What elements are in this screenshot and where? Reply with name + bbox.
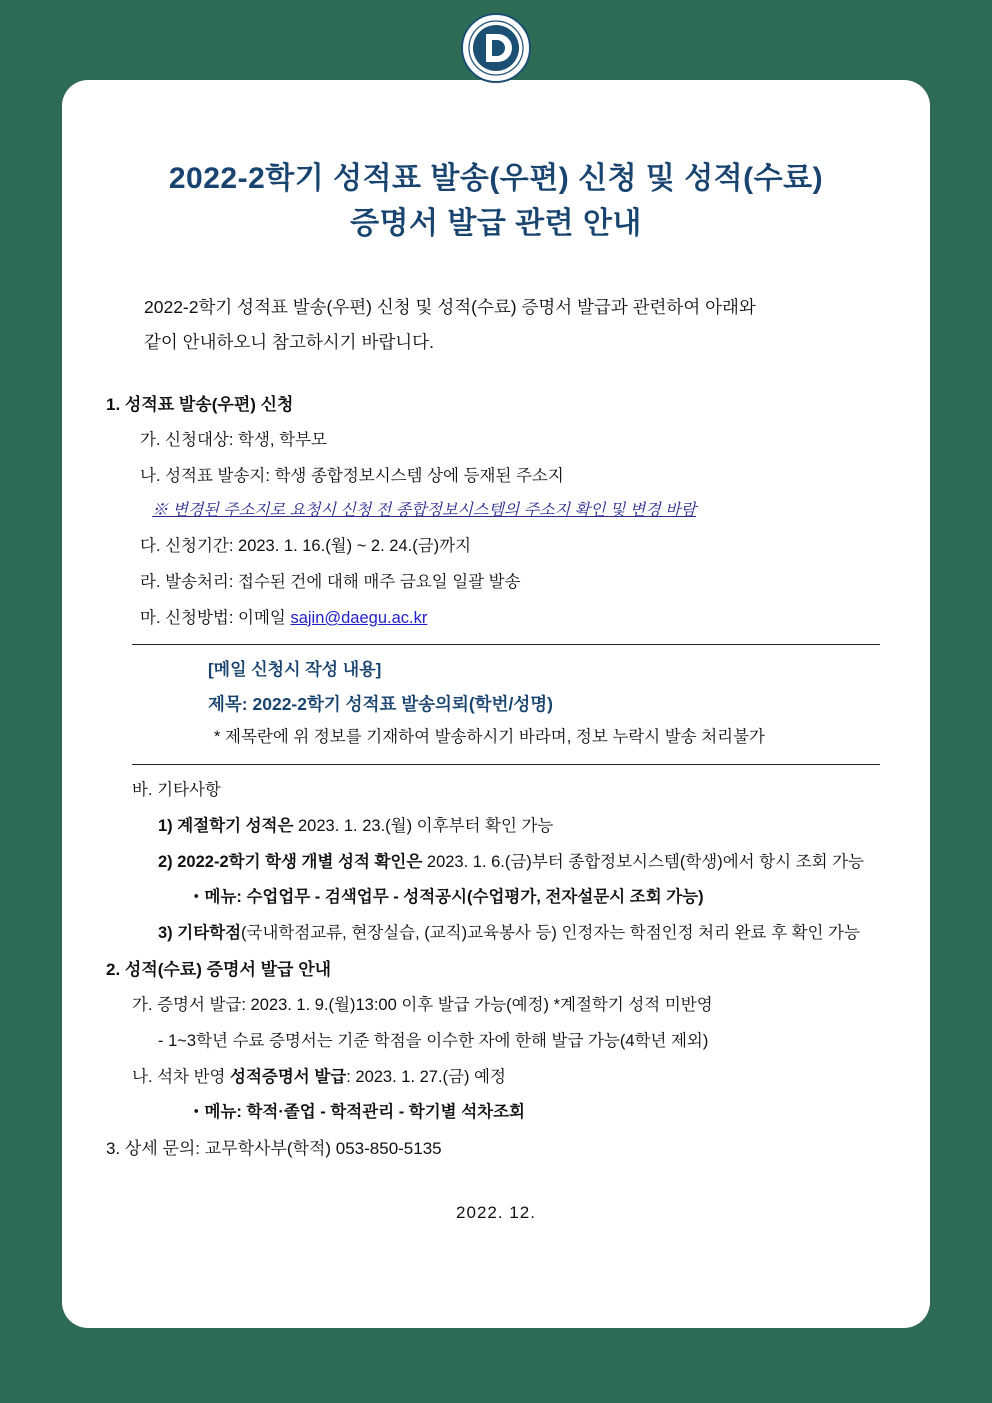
f1-rest: 2023. 1. 23.(월) 이후부터 확인 가능: [293, 816, 554, 835]
page-title: [96, 156, 896, 246]
page-title-line1: 2022-2학기 성적표 발송(우편) 신청 및 성적(수료): [168, 162, 824, 195]
section-1-item-c: 다. 신청기간: 2023. 1. 16.(월) ~ 2. 24.(금)까지: [140, 537, 472, 556]
section-1-item-f-2: [96, 844, 896, 880]
email-link[interactable]: sajin@daegu.ac.kr: [290, 608, 428, 627]
f2-rest: 2023. 1. 6.(금)부터 종합정보시스템(학생)에서 항시 조회 가능: [422, 852, 864, 871]
s2b-menu-text: ・메뉴: 학적·졸업 - 학적관리 - 학기별 석차조회: [188, 1103, 525, 1122]
section-3-contact: 3. 상세 문의: 교무학사부(학적) 053-850-5135: [106, 1139, 442, 1159]
section-1-item-f-1: [96, 808, 896, 844]
section-1-item-f-3: [96, 916, 896, 952]
intro-paragraph: [96, 290, 896, 360]
email-box-subject: 제목: 2022-2학기 성적표 발송의뢰(학번/성명): [208, 693, 553, 714]
f3-bold: 3) 기타학점: [158, 924, 242, 942]
page-title-line2: 증명서 발급 관련 안내: [350, 207, 642, 240]
section-2-item-b: [96, 1059, 896, 1095]
section-1-item-f-2-menu: [96, 880, 896, 916]
s2b-rest: : 2023. 1. 27.(금) 예정: [346, 1067, 506, 1086]
section-1-item-b-note: ※ 변경된 주소지로 요청시 신청 전 종합정보시스템의 주소지 확인 및 변경 바람: [152, 502, 697, 520]
section-1-item-d: 라. 발송처리: 접수된 건에 대해 매주 금요일 일괄 발송: [140, 573, 521, 592]
issue-date: 2022. 12.: [456, 1203, 536, 1223]
notice-card: [62, 80, 930, 1328]
f2-menu-text: ・메뉴: 수업업무 - 검색업무 - 성적공시(수업평가, 전자설문시 조회 가능): [188, 888, 704, 907]
section-2-item-a-sub: - 1~3학년 수료 증명서는 기준 학점을 이수한 자에 한해 발급 가능(4학년 제외): [158, 1031, 709, 1050]
s2b-prefix: 나. 석차 반영: [132, 1067, 231, 1086]
email-box-title: [메일 신청시 작성 내용]: [208, 660, 382, 680]
intro-line1: 2022-2학기 성적표 발송(우편) 신청 및 성적(수료) 증명서 발급과 관련하여 아래와: [144, 297, 756, 317]
section-1-item-b: 나. 성적표 발송지: 학생 종합정보시스템 상에 등재된 주소지: [140, 466, 564, 485]
section-1-heading: 1. 성적표 발송(우편) 신청: [106, 394, 294, 414]
email-box-note: * 제목란에 위 정보를 기재하여 발송하시기 바라며, 정보 누락시 발송 처리불가: [214, 727, 765, 746]
intro-line2: 같이 안내하오니 참고하시기 바랍니다.: [144, 332, 434, 352]
f1-bold: 1) 계절학기 성적은: [158, 816, 294, 835]
f2-bold: 2) 2022-2학기 학생 개별 성적 확인은: [158, 852, 423, 871]
f3-rest: (국내학점교류, 현장실습, (교직)교육봉사 등) 인정자는 학점인정 처리 완료 후 확인 가능: [241, 924, 860, 942]
section-2-item-a: 가. 증명서 발급: 2023. 1. 9.(월)13:00 이후 발급 가능(예정) *계절학기 성적 미반영: [132, 996, 713, 1015]
section-2-heading: 2. 성적(수료) 증명서 발급 안내: [106, 959, 332, 979]
section-1-item-f: 바. 기타사항: [132, 781, 221, 800]
email-format-box: [132, 644, 880, 765]
notice-body: [96, 386, 896, 1223]
section-2-item-b-menu: [96, 1095, 896, 1131]
section-1-item-e: [96, 600, 896, 636]
section-1-item-a: 가. 신청대상: 학생, 학부모: [140, 431, 327, 450]
apply-method-label: 마. 신청방법: 이메일: [140, 608, 291, 627]
daegu-university-emblem-icon: [460, 12, 532, 84]
s2b-bold: 성적증명서 발급: [230, 1067, 347, 1086]
